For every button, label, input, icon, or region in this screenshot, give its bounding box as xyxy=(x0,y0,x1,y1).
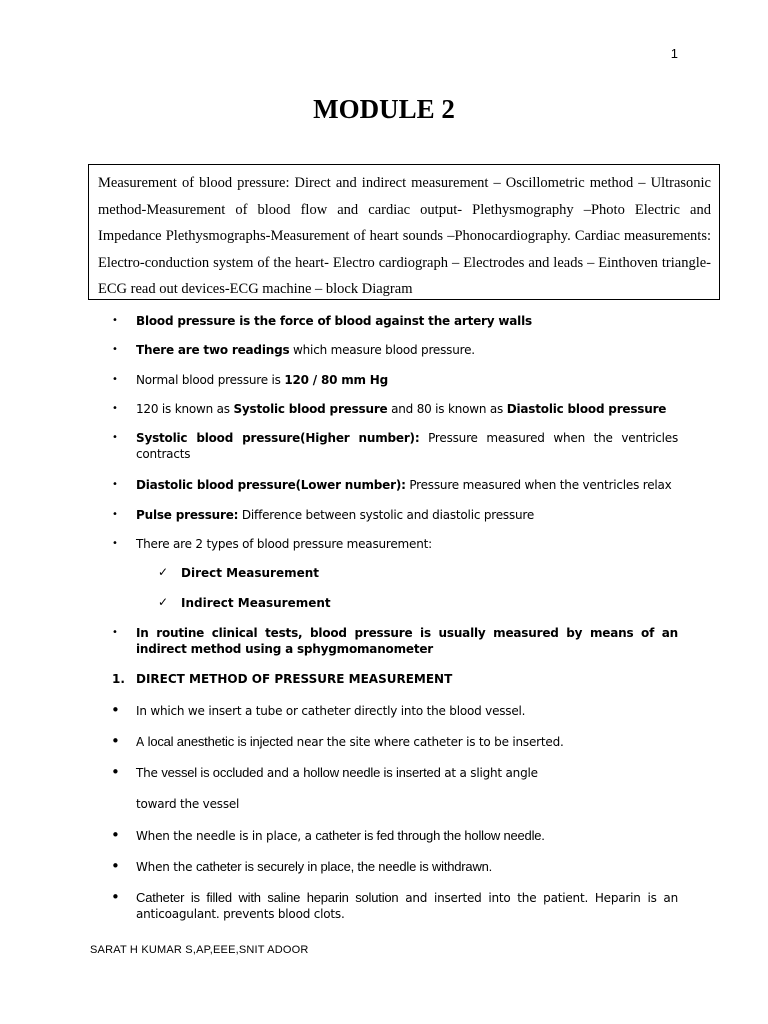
list-item xyxy=(112,313,678,329)
bullet-text-bold: Pulse pressure: xyxy=(136,508,239,522)
syllabus-box: Measurement of blood pressure: Direct and indirect measurement – Oscillometric method – Ultrasonic method-Measurement of blood flow and cardiac output- Plethysmography –Photo Electric and Impedance Plethysmographs-Measurement of heart sounds –Phonocardiography. Cardiac measurements: Electro-conduction system of the heart- Electro cardiograph – Electrodes and leads – Einthoven triangle- ECG read out devices-ECG machine – block Diagram xyxy=(88,164,720,300)
bullet-icon: • xyxy=(112,344,118,355)
list-item xyxy=(111,888,678,922)
bullet-text-bold: 120 / 80 mm Hg xyxy=(284,373,389,387)
bullet-icon: • xyxy=(112,509,118,520)
list-item xyxy=(111,826,678,844)
check-text: Direct Measurement xyxy=(181,566,319,580)
list-item xyxy=(112,477,678,493)
bullet-icon: • xyxy=(112,403,118,414)
bullet-text: When the xyxy=(136,860,196,874)
bullet-text: and a xyxy=(263,766,304,780)
check-text: Indirect Measurement xyxy=(181,596,331,610)
bullet-text: near the site where catheter is to be inserted. xyxy=(293,735,564,749)
list-item xyxy=(112,430,678,462)
bullet-text: A xyxy=(136,735,148,749)
bullet-text-emphasis: catheter is fed through the hollow needle. xyxy=(315,828,545,843)
section-heading-text: DIRECT METHOD OF PRESSURE MEASUREMENT xyxy=(136,672,453,686)
bullet-icon: • xyxy=(112,538,118,549)
bullet-icon: • xyxy=(111,732,120,750)
bullet-text: at a slight angle xyxy=(440,766,538,780)
bullet-icon: • xyxy=(111,763,120,781)
page-number: 1 xyxy=(670,46,678,61)
list-item xyxy=(112,342,678,358)
list-item xyxy=(111,732,678,750)
bullet-text: and 80 is known as xyxy=(387,402,507,416)
list-item xyxy=(112,507,678,523)
bullet-icon: • xyxy=(112,479,118,490)
bullet-text: 120 is known as xyxy=(136,402,234,416)
bullet-text: Difference between systolic and diastolic pressure xyxy=(238,508,535,522)
bullet-text-bold: Systolic blood pressure xyxy=(233,402,388,416)
bullet-icon: • xyxy=(111,857,120,875)
bullet-text-emphasis: local anesthetic is injected xyxy=(147,734,294,749)
list-item xyxy=(111,701,678,719)
bullet-text: Pressure measured when the ventricles relax xyxy=(405,478,672,492)
list-item xyxy=(112,536,678,552)
bullet-text-bold: Systolic blood pressure(Higher number): xyxy=(136,431,420,445)
bullet-text: toward the vessel xyxy=(136,797,240,811)
list-item xyxy=(112,372,678,388)
bullet-text-bold: Diastolic blood pressure(Lower number): xyxy=(136,478,406,492)
bullet-text-emphasis: hollow needle is inserted xyxy=(303,765,441,780)
bullet-text: Blood pressure is the force of blood against the artery walls xyxy=(136,314,532,328)
list-item xyxy=(111,763,678,781)
bullet-icon: • xyxy=(112,315,118,326)
bullet-text-bold: In routine clinical tests, blood pressure is usually measured by means of an indirect method using a sphygmomanometer xyxy=(136,626,678,656)
bullet-text: The xyxy=(136,766,162,780)
bullet-text: Normal blood pressure is xyxy=(136,373,285,387)
bullet-icon: • xyxy=(111,701,120,719)
bullet-text-emphasis: catheter is securely in place, the needle is withdrawn. xyxy=(195,859,493,874)
bullet-text: Pressure measured when the ventricles contracts xyxy=(136,431,678,461)
bullet-text-bold: Diastolic blood pressure xyxy=(506,402,667,416)
bullet-icon: • xyxy=(112,432,118,443)
bullet-text-emphasis: Catheter is filled with saline heparin solution xyxy=(136,890,399,905)
section-number: 1. xyxy=(112,672,125,686)
check-icon: ✓ xyxy=(158,565,169,579)
bullet-text: In which we insert a tube or catheter directly into the blood vessel. xyxy=(136,704,526,718)
bullet-text: and inserted into the patient. Heparin is an anticoagulant. prevents blood clots. xyxy=(136,891,678,921)
footer: SARAT H KUMAR S,AP,EEE,SNIT ADOOR xyxy=(90,944,309,956)
list-item xyxy=(112,625,678,657)
check-list-item xyxy=(158,595,331,610)
bullet-icon: • xyxy=(112,627,118,638)
list-item xyxy=(112,401,678,417)
bullet-text: When the needle is in place, a xyxy=(136,829,316,843)
check-icon: ✓ xyxy=(158,595,169,609)
bullet-text-bold: There are two readings xyxy=(136,343,290,357)
bullet-icon: • xyxy=(111,826,120,844)
page-title: MODULE 2 xyxy=(313,94,455,124)
bullet-text: There are 2 types of blood pressure measurement: xyxy=(136,537,432,551)
bullet-icon: • xyxy=(111,888,120,906)
list-item-continuation xyxy=(136,796,678,812)
section-heading xyxy=(112,672,452,686)
bullet-text: which measure blood pressure. xyxy=(289,343,475,357)
bullet-text-emphasis: vessel is occluded xyxy=(161,765,264,780)
list-item xyxy=(111,857,678,875)
bullet-icon: • xyxy=(112,374,118,385)
check-list-item xyxy=(158,565,319,580)
